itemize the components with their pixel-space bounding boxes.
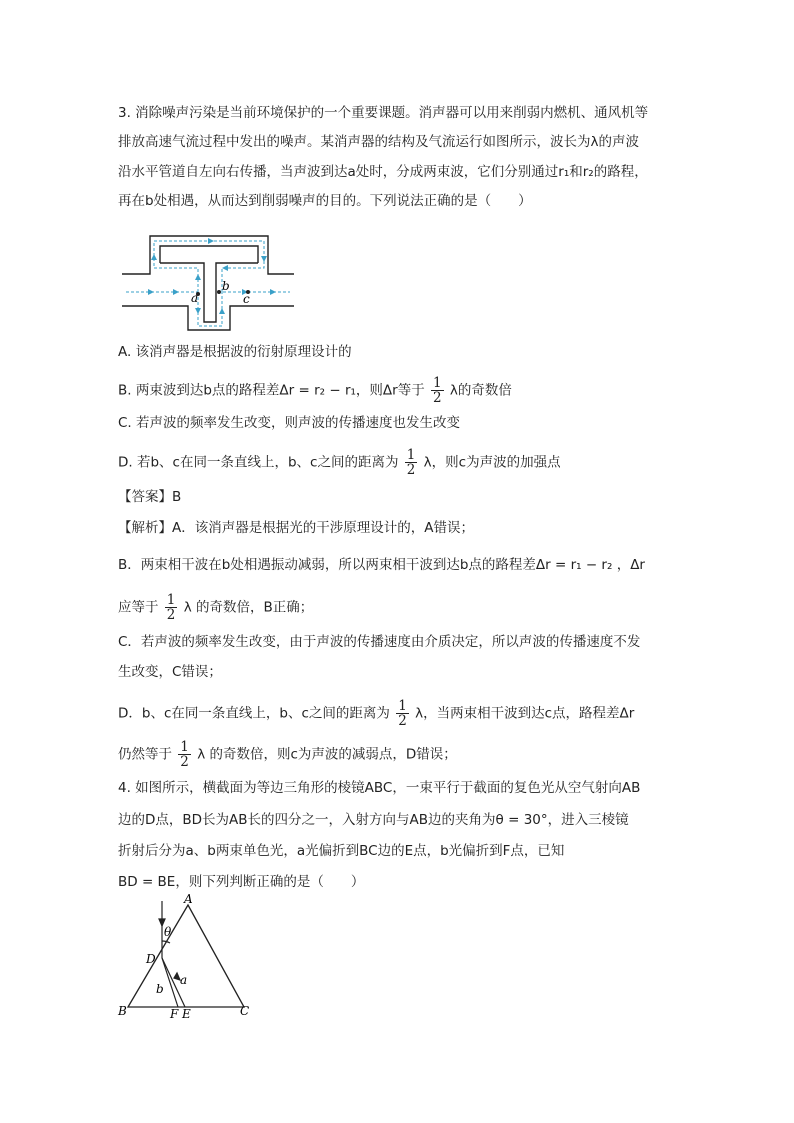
fraction-half: $\frac{1}{2}$ [433,375,442,406]
prism-diagram [112,893,262,1021]
label-vertex-b: B [118,1004,127,1018]
q3-option-c: C. 若声波的频率发生改变，则声波的传播速度也发生改变 [118,415,461,431]
fraction-half: $\frac{1}{2}$ [406,447,416,478]
muffler-outline [122,236,294,330]
q3-answer: 【答案】B [118,489,182,505]
q3-stem-line-1: 3. 消除噪声污染是当前环境保护的一个重要课题。消声器可以用来削弱内燃机、通风机等 [118,105,649,121]
q3-analysis-line-4: C．若声波的频率发生改变，由于声波的传播速度由介质决定，所以声波的传播速度不发 [118,634,641,650]
q3-stem-line-4: 再在b处相遇，从而达到削弱噪声的目的。下列说法正确的是（ ） [118,193,532,209]
q3-stem-line-3: 沿水平管道自左向右传播，当声波到达a处时，分成两束波，它们分别通过r₁和r₂的路程， [118,164,648,180]
label-b: b [222,279,230,293]
q3-option-d-text: D. 若b、c在同一条直线上，b、c之间的距离为 [118,454,399,471]
wave-arrows [148,238,276,314]
q3-analysis-line-2: B．两束相干波在b处相遇振动减弱，所以两束相干波到达b点的路程差Δr = r₁ − r₂ ，Δr [118,557,645,573]
label-vertex-c: C [240,1004,250,1018]
muffler-diagram [118,232,298,334]
q3-analysis-line-3: 应等于 $\frac{1}{2}$ λ 的奇数倍，B正确； [118,592,314,623]
q4-stem-line-4: BD = BE，则下列判断正确的是（ ） [118,874,365,890]
q3-option-d [118,448,561,477]
fraction-half: $\frac{1}{2}$ [180,739,189,770]
q3-stem-line-2: 排放高速气流过程中发出的噪声。某消声器的结构及气流运行如图所示，波长为λ的声波 [118,134,639,150]
fraction-half: $\frac{1}{2}$ [166,592,176,623]
label-c: c [243,292,250,306]
label-vertex-a: A [184,893,193,906]
q3-analysis-line-7: 仍然等于 $\frac{1}{2}$ λ 的奇数倍，则c为声波的减弱点，D错误； [118,739,457,770]
q3-analysis-line-5: 生改变，C错误； [118,664,222,680]
label-point-e: E [182,1007,191,1021]
fraction-half: $\frac{1}{2}$ [398,698,407,729]
q3-analysis-line-6: D．b、c在同一条直线上，b、c之间的距离为 $\frac{1}{2}$ λ，当两束相干波到达c点，路程差Δr [118,698,635,729]
point-b-dot [217,290,221,294]
q3-option-b [118,376,512,405]
q3-option-a: A. 该消声器是根据波的衍射原理设计的 [118,344,352,360]
label-ray-a: a [180,973,188,987]
label-point-d: D [146,952,156,966]
label-point-f: F [170,1007,179,1021]
q4-stem-line-3: 折射后分为a、b两束单色光，a光偏折到BC边的E点，b光偏折到F点，已知 [118,843,565,859]
label-a: a [191,291,199,305]
q3-analysis-line-1: 【解析】A．该消声器是根据光的干涉原理设计的，A错误； [118,520,474,536]
q3-option-b-text: B. 两束波到达b点的路程差Δr = r₂ − r₁，则Δr等于 [118,382,425,399]
q3-option-b-tail: λ的奇数倍 [449,382,512,399]
label-theta: θ [164,925,172,939]
label-ray-b: b [156,982,164,996]
q4-stem-line-1: 4. 如图所示，横截面为等边三角形的棱镜ABC，一束平行于截面的复色光从空气射向AB [118,780,641,796]
q4-stem-line-2: 边的D点，BD长为AB长的四分之一，入射方向与AB边的夹角为θ = 30°，进入三棱镜 [118,812,629,828]
q3-option-d-tail: λ，则c为声波的加强点 [423,454,561,471]
